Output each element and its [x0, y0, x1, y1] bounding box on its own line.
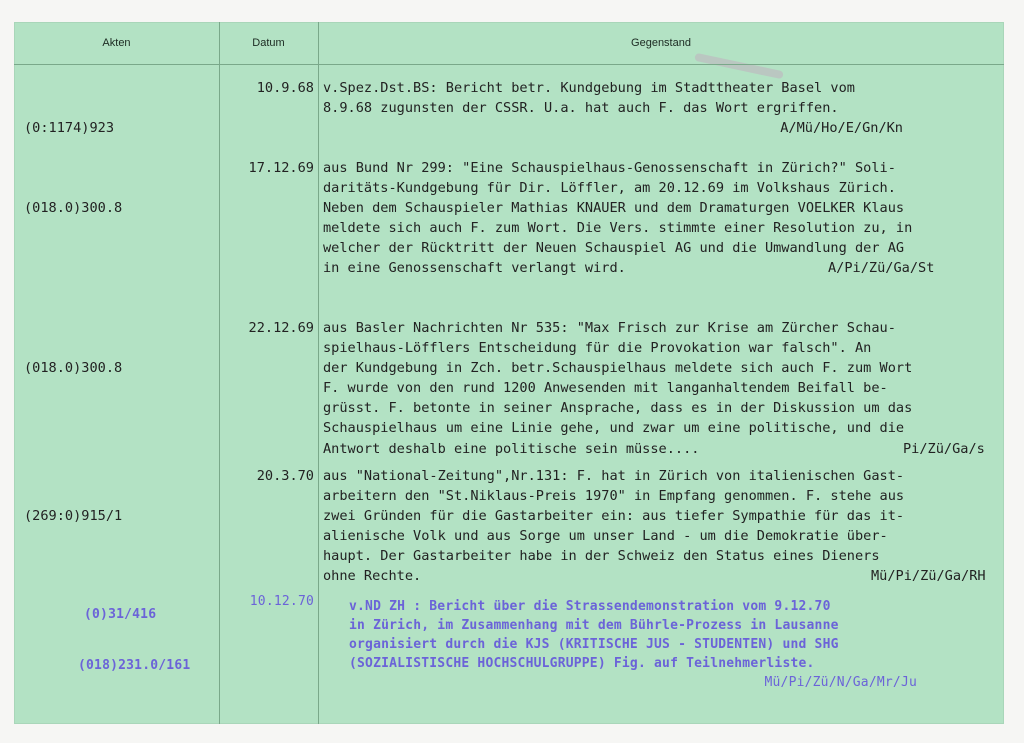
- ink-smudge: [694, 53, 784, 80]
- entry-5-akten: (0)31/416 (018)231.0/161: [78, 607, 191, 673]
- entry-line: v.ND ZH : Bericht über die Strassendemonstration vom 9.12.70: [349, 599, 831, 614]
- akten-header: Akten: [102, 37, 131, 49]
- entry-line: zwei Gründen für die Gastarbeiter ein: aus tiefer Sympathie für das it-: [323, 508, 905, 525]
- entry-4-akten: (269:0)915/1: [24, 508, 123, 525]
- datum-header: Datum: [252, 37, 285, 49]
- entry-5-datum: 10.12.70: [249, 594, 314, 609]
- entry-line: der Kundgebung in Zch. betr.Schauspielhaus meldete sich auch F. zum Wort: [323, 360, 913, 377]
- entry-line: F. wurde von den rund 1200 Anwesenden mit langanhaltendem Beifall be-: [323, 380, 888, 397]
- entry-5-text: [349, 597, 999, 693]
- entry-line: meldete sich auch F. zum Wort. Die Vers. stimmte einer Resolution zu, in: [323, 220, 913, 237]
- entry-2-akten: (018.0)300.8: [24, 200, 123, 217]
- entry-line: arbeitern den "St.Niklaus-Preis 1970" in Empfang genommen. F. stehe aus: [323, 488, 905, 505]
- header-divider: [14, 64, 1004, 65]
- entry-3-akten: (018.0)300.8: [24, 360, 123, 377]
- entry-line: 8.9.68 zugunsten der CSSR. U.a. hat auch F. das Wort ergriffen.: [323, 100, 839, 117]
- index-card: [14, 22, 1004, 724]
- entry-2-datum: 17.12.69: [248, 160, 314, 176]
- column-divider-datum: [318, 22, 319, 724]
- entry-line: in eine Genossenschaft verlangt wird. A/Pi/Zü/Ga/St: [323, 258, 1003, 278]
- entry-4-datum: 20.3.70: [256, 468, 314, 484]
- column-divider-akten: [219, 22, 220, 724]
- entry-line: Antwort deshalb eine politische sein müsse.... Pi/Zü/Ga/s: [323, 439, 1003, 459]
- entry-4-signature: Mü/Pi/Zü/Ga/RH: [871, 568, 986, 585]
- entry-line: aus Basler Nachrichten Nr 535: "Max Frisch zur Krise am Zürcher Schau-: [323, 320, 896, 336]
- entry-1-akten: (0:1174)923: [24, 120, 115, 137]
- entry-2-signature: A/Pi/Zü/Ga/St: [828, 260, 935, 277]
- entry-line: haupt. Der Gastarbeiter habe in der Schweiz den Status eines Dieners: [323, 548, 880, 565]
- entry-line: v.Spez.Dst.BS: Bericht betr. Kundgebung im Stadttheater Basel vom: [323, 80, 855, 96]
- entry-line: (SOZIALISTISCHE HOCHSCHULGRUPPE) Fig. auf Teilnehmerliste.: [349, 656, 815, 671]
- gegenstand-header: Gegenstand: [631, 37, 691, 49]
- entry-1-text: [323, 78, 1003, 138]
- entry-line: alienische Volk und aus Sorge um unser Land - um die Demokratie über-: [323, 528, 888, 545]
- entry-line: organisiert durch die KJS (KRITISCHE JUS - STUDENTEN) und SHG: [349, 637, 839, 652]
- entry-line: spielhaus-Löfflers Entscheidung für die Provokation war falsch". An: [323, 340, 872, 357]
- entry-1-signature: A/Mü/Ho/E/Gn/Kn: [780, 120, 903, 137]
- entry-line: in Zürich, im Zusammenhang mit dem Bührle-Prozess in Lausanne: [349, 618, 839, 633]
- entry-line: ohne Rechte. Mü/Pi/Zü/Ga/RH: [323, 566, 1003, 586]
- entry-line: daritäts-Kundgebung für Dir. Löffler, am 20.12.69 im Volkshaus Zürich.: [323, 180, 896, 197]
- entry-line: welcher der Rücktritt der Neuen Schauspiel AG und die Umwandlung der AG: [323, 240, 905, 257]
- entry-1-datum: 10.9.68: [256, 80, 314, 96]
- entry-3-text: [323, 318, 1003, 459]
- entry-line: grüsst. F. betonte in seiner Ansprache, dass es in der Diskussion um das: [323, 400, 913, 417]
- entry-5-signature: Mü/Pi/Zü/N/Ga/Mr/Ju: [764, 675, 917, 690]
- entry-3-datum: 22.12.69: [248, 320, 314, 336]
- entry-3-signature: Pi/Zü/Ga/s: [903, 440, 985, 457]
- entry-line: Neben dem Schauspieler Mathias KNAUER und dem Dramaturgen VOELKER Klaus: [323, 200, 905, 217]
- entry-2-text: [323, 158, 1003, 279]
- entry-4-text: [323, 466, 1003, 587]
- entry-line: aus "National-Zeitung",Nr.131: F. hat in Zürich von italienischen Gast-: [323, 468, 905, 484]
- entry-line: aus Bund Nr 299: "Eine Schauspielhaus-Genossenschaft in Zürich?" Soli-: [323, 160, 896, 176]
- entry-line: Schauspielhaus um eine Linie gehe, und zwar um eine politische, und die: [323, 420, 905, 437]
